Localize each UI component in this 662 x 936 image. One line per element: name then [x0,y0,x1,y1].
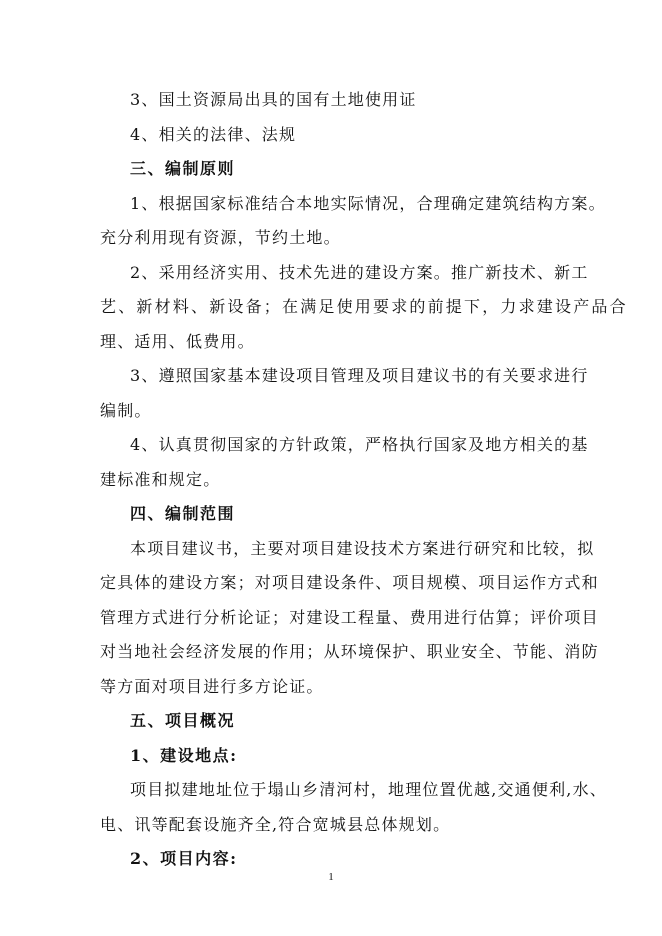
text-line-basis-4: 4、相关的法律、法规 [130,125,297,144]
text-line-principle-2-end: 理、适用、低费用。 [100,332,255,351]
text-line-basis-3: 3、国土资源局出具的国有土地使用证 [130,90,417,109]
text-line-location-2: 电、讯等配套设施齐全,符合宽城县总体规划。 [100,815,451,834]
text-line-scope-1: 本项目建议书，主要对项目建设技术方案进行研究和比较，拟 [130,539,595,558]
subheading-location: 1、建设地点: [130,746,238,765]
text-line-scope-2: 定具体的建设方案；对项目建设条件、项目规模、项目运作方式和 [100,573,599,592]
text-line-principle-1-cont: 充分利用现有资源，节约土地。 [100,228,341,247]
section-heading-principles: 三、编制原则 [130,159,236,178]
section-heading-scope: 四、编制范围 [130,504,236,523]
text-line-location-1: 项目拟建地址位于塌山乡清河村，地理位置优越,交通便利,水、 [130,780,607,799]
subheading-content: 2、项目内容: [130,849,238,868]
section-heading-overview: 五、项目概况 [130,711,236,730]
text-line-principle-1: 1、根据国家标准结合本地实际情况，合理确定建筑结构方案。 [130,194,606,213]
text-line-scope-3: 管理方式进行分析论证；对建设工程量、费用进行估算；评价项目 [100,608,599,627]
text-line-scope-5: 等方面对项目进行多方论证。 [100,677,324,696]
text-line-principle-4: 4、认真贯彻国家的方针政策，严格执行国家及地方相关的基 [130,435,589,454]
text-line-principle-2: 2、采用经济实用、技术先进的建设方案。推广新技术、新工 [130,263,589,282]
text-line-scope-4: 对当地社会经济发展的作用；从环境保护、职业安全、节能、消防 [100,642,599,661]
page-number: 1 [328,871,334,883]
text-line-principle-3: 3、遵照国家基本建设项目管理及项目建议书的有关要求进行 [130,366,589,385]
text-line-principle-3-cont: 编制。 [100,401,152,420]
text-line-principle-2-cont: 艺、新材料、新设备；在满足使用要求的前提下，力求建设产品合 [100,297,628,316]
text-line-principle-4-cont: 建标准和规定。 [100,470,221,489]
